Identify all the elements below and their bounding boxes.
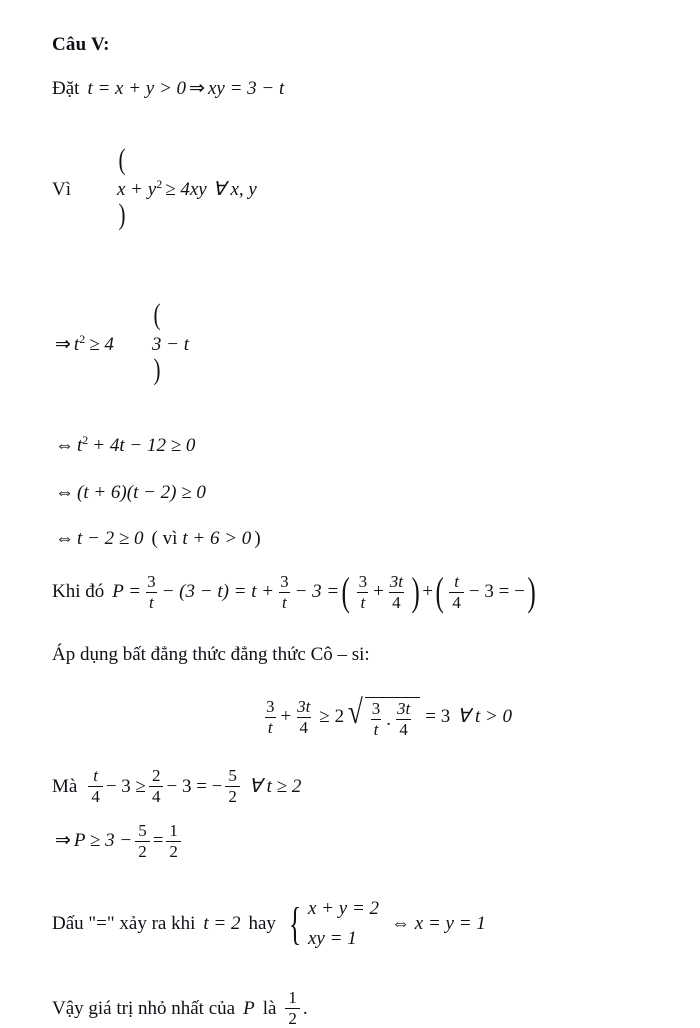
line-12-t2: t = 2 — [203, 912, 241, 934]
dot-operator: . — [386, 708, 391, 730]
solution-line-10 — [52, 767, 660, 806]
line-3-ge: ≥ 4 — [89, 334, 114, 356]
fraction-3t-over-4-c — [394, 700, 413, 739]
exponent-2: 2 — [156, 176, 163, 191]
cauchy-note: Áp dụng bất đẳng thức đẳng thức Cô – si: — [52, 643, 370, 665]
line-12-label: Dấu "=" xảy ra khi — [52, 912, 196, 934]
frac-den: 4 — [297, 717, 312, 737]
frac-num: t — [93, 765, 98, 785]
frac-num: 3 — [265, 696, 275, 716]
minus-3-ge: − 3 ≥ — [105, 775, 146, 797]
frac-den: t — [265, 717, 276, 737]
frac-num: t — [454, 571, 460, 591]
equiv-symbol-2: ⇔ — [55, 481, 74, 503]
fraction-1-over-2-b — [285, 989, 300, 1028]
paren-group-3 — [339, 569, 422, 615]
equation-system — [284, 894, 379, 953]
fraction-t-over-4-b — [88, 767, 103, 806]
exponent-2c: 2 — [82, 432, 89, 447]
frac-num: 3 — [358, 571, 368, 591]
system-row-2: xy = 1 — [308, 927, 357, 949]
radical-icon: √ — [347, 694, 363, 732]
exponent-2b: 2 — [79, 331, 86, 346]
solution-line-8 — [52, 642, 660, 668]
left-brace-icon: { — [288, 897, 302, 949]
line-2-forall: ∀ x, y — [212, 178, 257, 200]
line-2-rhs: ≥ 4xy — [165, 178, 207, 200]
line-11-lhs: P ≥ 3 − — [73, 830, 133, 852]
line-13-label: Vậy giá trị nhỏ nhất của — [52, 997, 236, 1019]
frac-den: t — [371, 719, 382, 739]
period-mark: . — [302, 997, 308, 1019]
plus-sign-1: + — [373, 581, 384, 603]
solution-line-9 — [52, 695, 660, 739]
page-title: Câu V: — [52, 34, 110, 55]
frac-num: 1 — [169, 820, 178, 840]
frac-den: 2 — [285, 1008, 300, 1028]
line-6-paren-open: ( vì — [151, 528, 178, 550]
forall-t-ge2: ∀ t ≥ 2 — [248, 775, 302, 797]
plus-sign-3: + — [280, 706, 292, 728]
frac-num: 3 — [147, 571, 156, 591]
left-paren-icon: ( — [118, 143, 126, 177]
solution-line-12 — [52, 894, 660, 953]
frac-num: 3t — [389, 571, 404, 591]
solution-line-2 — [52, 123, 660, 257]
line-12-hay: hay — [248, 912, 276, 934]
frac-den: 4 — [449, 592, 464, 612]
line-4-t: t — [77, 435, 83, 457]
frac-den: t — [146, 592, 157, 612]
left-paren-icon-4: ( — [435, 569, 444, 615]
fraction-t-over-4 — [449, 573, 464, 612]
line-2-label: Vì — [52, 178, 71, 200]
frac-num: 3 — [371, 699, 381, 719]
line-10-label: Mà — [52, 775, 78, 797]
solution-line-11 — [52, 822, 660, 861]
paren-group-2 — [114, 278, 189, 412]
equals-sign-1: = — [152, 830, 164, 852]
solution-line-1 — [52, 76, 660, 102]
minus-three: − 3 = − — [468, 581, 525, 603]
left-paren-icon-2: ( — [153, 298, 161, 332]
line-3-inner: 3 − t — [151, 334, 189, 356]
right-paren-icon-3: ) — [411, 569, 420, 615]
plus-sign-2: + — [422, 581, 434, 603]
line-6-inner: t + 6 > 0 — [182, 528, 252, 550]
line-13-la: là — [262, 997, 277, 1019]
line-7-minus3: − 3 = — [294, 581, 340, 603]
line-7-mid: − (3 − t) = t + — [161, 581, 275, 603]
fraction-3-over-t-c — [356, 573, 371, 612]
line-7-label: Khi đó — [52, 581, 105, 603]
line-3-t: t — [73, 334, 80, 356]
frac-num: 3t — [397, 699, 411, 719]
frac-num: 2 — [151, 765, 161, 785]
minus-3-eq: − 3 = − — [166, 775, 223, 797]
right-paren-icon-4: ) — [527, 569, 536, 615]
frac-den: 4 — [88, 786, 103, 806]
equiv-symbol-3: ⇔ — [55, 528, 74, 550]
fraction-2-over-4 — [149, 767, 164, 806]
solution-line-7 — [52, 569, 660, 615]
frac-den: t — [357, 592, 368, 612]
system-row-1: x + y = 2 — [308, 898, 380, 920]
left-paren-icon-3: ( — [341, 569, 351, 615]
fraction-3-over-t — [144, 573, 159, 612]
right-paren-icon: ) — [118, 197, 126, 231]
implies-symbol-1: ⇒ — [189, 78, 205, 99]
equiv-symbol-1: ⇔ — [55, 435, 74, 457]
equals-3: = 3 — [425, 706, 451, 728]
line-13-P: P — [243, 997, 255, 1019]
frac-den: 2 — [225, 786, 240, 806]
fraction-1-over-2 — [166, 822, 181, 861]
fraction-3-over-t-d — [263, 698, 278, 737]
frac-den: 2 — [166, 841, 181, 861]
implies-symbol-2: ⇒ — [55, 334, 71, 356]
forall-t-pos: ∀ t > 0 — [457, 706, 513, 728]
frac-num: 5 — [138, 820, 147, 840]
frac-num: 5 — [228, 765, 237, 785]
fraction-5-over-2-b — [135, 822, 150, 861]
implies-symbol-3: ⇒ — [55, 830, 71, 852]
fraction-3-over-t-b — [277, 573, 292, 612]
frac-den: 4 — [149, 786, 164, 806]
solution-line-5 — [52, 480, 660, 506]
ge-2: ≥ 2 — [319, 706, 345, 728]
fraction-3-over-t-e — [369, 700, 384, 739]
line-4-rest: + 4t − 12 ≥ 0 — [92, 435, 196, 457]
frac-den: 4 — [396, 719, 411, 739]
frac-den: 4 — [389, 592, 404, 612]
line-2-inner: x + y — [117, 178, 157, 200]
line-1-math-a: t = x + y > 0 — [87, 78, 187, 99]
solution-line-4 — [52, 433, 660, 459]
fraction-3t-over-4 — [387, 573, 406, 612]
paren-group-4 — [433, 569, 538, 615]
radicand — [365, 697, 420, 739]
line-7-P: P = — [112, 581, 142, 603]
line-1-math-b: xy = 3 − t — [207, 78, 285, 99]
frac-num: 1 — [288, 988, 297, 1008]
line-5-body: (t + 6)(t − 2) ≥ 0 — [77, 481, 206, 503]
fraction-3t-over-4-b — [294, 698, 313, 737]
line-12-result: ⇔ x = y = 1 — [391, 912, 486, 934]
frac-den: 2 — [135, 841, 150, 861]
fraction-5-over-2 — [225, 767, 240, 806]
frac-den: t — [279, 592, 290, 612]
line-6-body: t − 2 ≥ 0 — [77, 528, 144, 550]
right-paren-icon-2: ) — [153, 352, 161, 386]
solution-line-3 — [52, 278, 660, 412]
paren-group-1 — [79, 123, 156, 257]
line-1-label: Đặt — [52, 78, 80, 99]
square-root — [346, 695, 420, 739]
line-6-paren-close: ) — [254, 528, 261, 550]
frac-num: 3 — [280, 571, 289, 591]
frac-num: 3t — [297, 696, 311, 716]
solution-line-13 — [52, 989, 660, 1028]
solution-line-6 — [52, 526, 660, 552]
